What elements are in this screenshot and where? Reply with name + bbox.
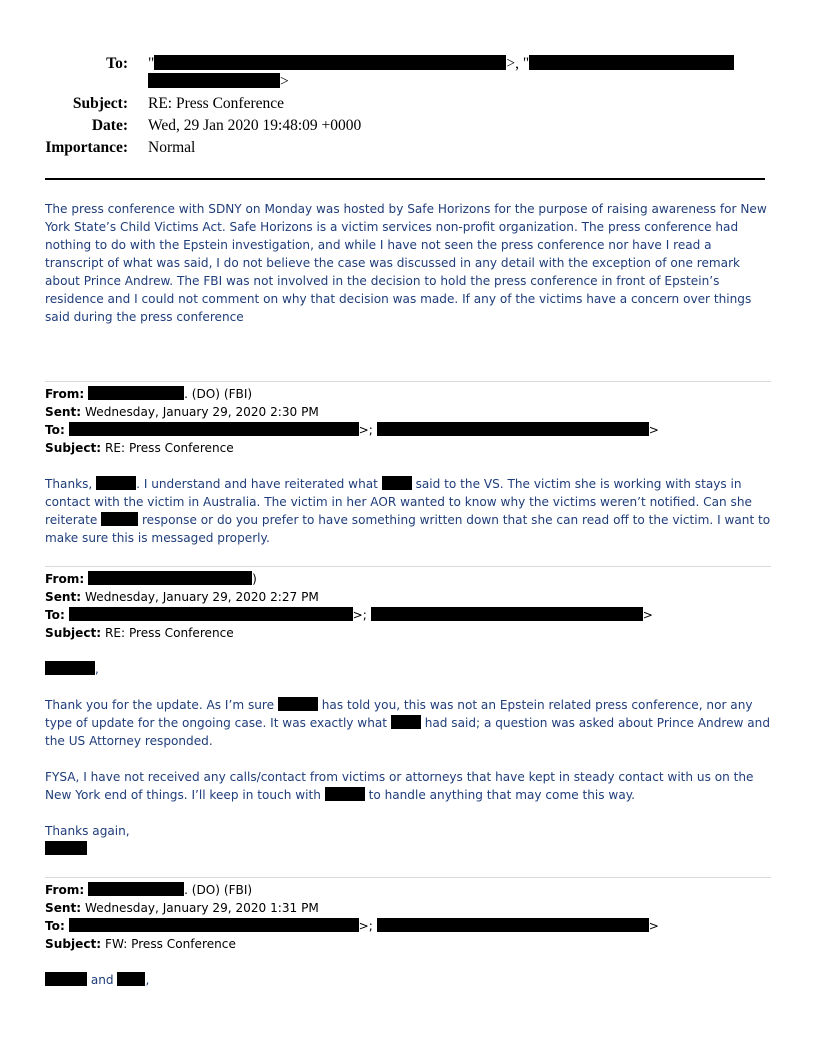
- message-1-to: To: >; >: [45, 423, 659, 437]
- message-divider: [45, 877, 771, 878]
- message-2-sent: Sent: Wednesday, January 29, 2020 2:27 PM: [45, 590, 319, 604]
- header-to-value: " >, ": [148, 54, 734, 74]
- redaction-box: [325, 787, 365, 801]
- redaction-box: [45, 661, 95, 675]
- redaction-box: [371, 607, 643, 621]
- message-2-greeting: ,: [45, 660, 771, 678]
- message-2-subject: Subject: RE: Press Conference: [45, 626, 234, 640]
- redaction-box: [88, 882, 184, 896]
- redaction-box: [278, 697, 318, 711]
- header-date-label: Date:: [91, 117, 128, 134]
- redaction-box: [69, 422, 359, 436]
- redaction-box: [45, 841, 87, 855]
- reply-body: The press conference with SDNY on Monday was hosted by Safe Horizons for the purpose of raising awareness for New York State’s Child Victims Act. Safe Horizons is a victim services non-profit organization. The press conference had nothing to do with the Epstein investigation, and while I have not seen the press conference nor have I read a transcript of what was said, I do not believe the case was discussed in any detail with the exception of one remark about Prince Andrew. The FBI was not involved in the decision to hold the press conference in front of Epstein’s residence and I could not comment on why that decision was made. If any of the victims have a concern over things said during the press conference: [45, 202, 767, 324]
- message-1-from: From: . (DO) (FBI): [45, 387, 253, 401]
- redaction-box: [148, 73, 280, 88]
- header-subject-label: Subject:: [72, 95, 128, 112]
- redaction-box: [96, 476, 136, 490]
- header-date-value: Wed, 29 Jan 2020 19:48:09 +0000: [148, 117, 362, 134]
- redaction-box: [101, 512, 138, 526]
- message-1-subject: Subject: RE: Press Conference: [45, 441, 234, 455]
- message-2-closing: Thanks again,: [45, 824, 130, 838]
- message-1-sent: Sent: Wednesday, January 29, 2020 2:30 PM: [45, 405, 319, 419]
- redaction-box: [69, 918, 359, 932]
- redaction-box: [69, 607, 353, 621]
- redaction-box: [391, 715, 421, 729]
- message-2-to: To: >; >: [45, 608, 653, 622]
- message-divider: [45, 381, 771, 382]
- redaction-box: [88, 571, 252, 585]
- redaction-box: [377, 918, 649, 932]
- redaction-box: [117, 972, 145, 986]
- redaction-box: [45, 972, 87, 986]
- header-subject-value: RE: Press Conference: [148, 95, 285, 112]
- message-3-to: To: >; >: [45, 919, 659, 933]
- redaction-box: [88, 386, 184, 400]
- redaction-box: [154, 55, 506, 70]
- redaction-box: [382, 476, 412, 490]
- message-2-signature: [45, 840, 771, 858]
- header-importance-label: Importance:: [45, 139, 128, 156]
- message-2-from: From: ): [45, 572, 257, 586]
- redaction-box: [529, 55, 734, 70]
- message-3-sent: Sent: Wednesday, January 29, 2020 1:31 PM: [45, 901, 319, 915]
- header-importance-value: Normal: [148, 139, 196, 156]
- message-3-greeting: and ,: [45, 971, 771, 989]
- message-2-paragraph-2: FYSA, I have not received any calls/contact from victims or attorneys that have kept in steady contact with us on the New York end of things. I’ll keep in touch with to handle anything that may come this way.: [45, 770, 754, 802]
- header-to-label: To:: [106, 55, 128, 72]
- message-3-from: From: . (DO) (FBI): [45, 883, 253, 897]
- header-divider: [45, 178, 765, 180]
- message-divider: [45, 566, 771, 567]
- message-3-subject: Subject: FW: Press Conference: [45, 937, 236, 951]
- redaction-box: [377, 422, 649, 436]
- message-2-paragraph-1: Thank you for the update. As I’m sure has told you, this was not an Epstein related press conference, nor any type of update for the ongoing case. It was exactly what had said; a question was asked about Prince Andrew and the US Attorney responded.: [45, 698, 771, 748]
- message-1-body: Thanks, . I understand and have reiterated what said to the VS. The victim she is working with stays in contact with the victim in Australia. The victim in her AOR wanted to know why the victims weren’t notified. Can she reiterate response or do you prefer to have something written down that she can read off to the victim. I want to make sure this is messaged properly.: [45, 477, 771, 545]
